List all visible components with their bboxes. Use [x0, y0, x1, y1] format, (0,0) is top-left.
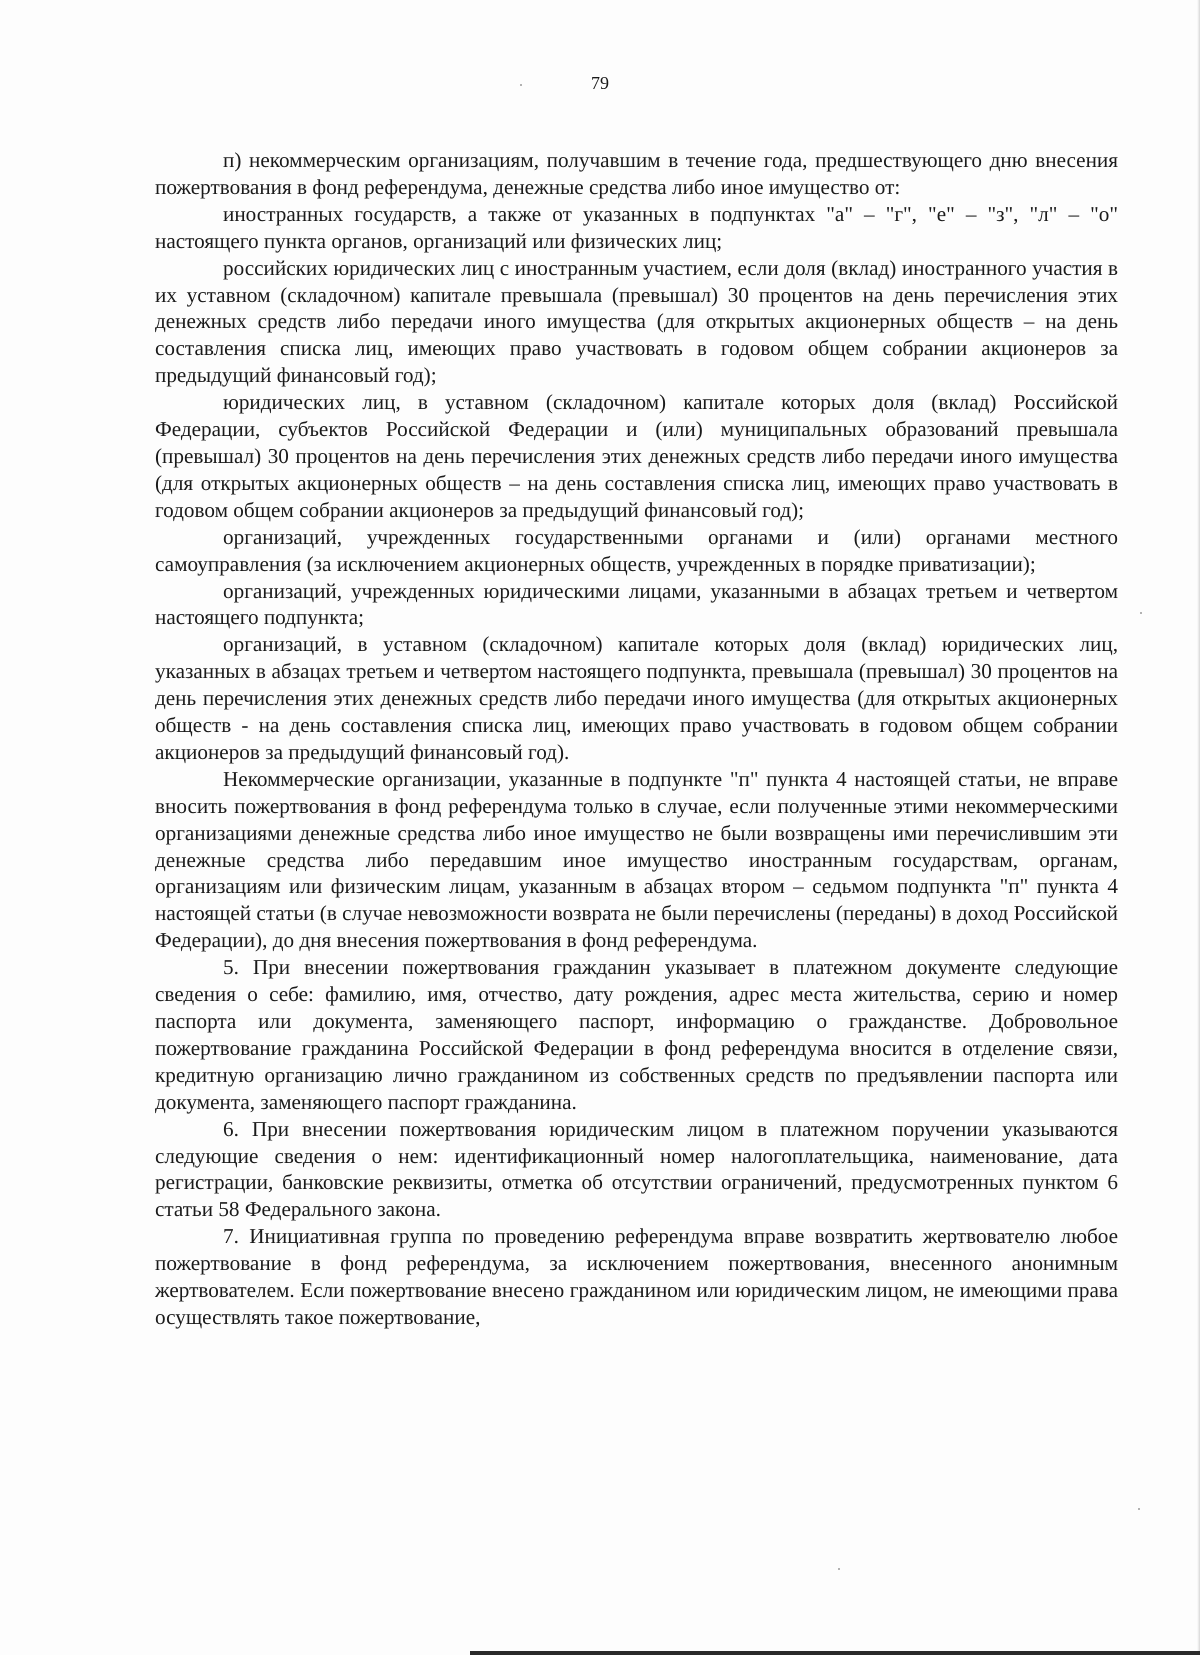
- paragraph-item-7: 7. Инициативная группа по проведению референдума вправе возвратить жертвователю любое пожертвование в фонд референдума, за исключением пожертвования, внесенного анонимным жертвователем. Если пожертвование внесено гражданином или юридическим лицом, не имеющими права осуществлять такое пожертвование,: [155, 1224, 1118, 1329]
- scan-speck: [1138, 1508, 1140, 1510]
- paragraph-russian-entities-foreign: российских юридических лиц с иностранным участием, если доля (вклад) иностранного участия в их уставном (складочном) капитале превышала (превышал) 30 процентов на день перечисления этих денежных средств либо передачи иного имущества (для открытых акционерных обществ – на день составления списка лиц, имеющих право участвовать в годовом общем собрании акционеров за предыдущий финансовый год);: [155, 255, 1118, 388]
- paragraph-foreign-states: иностранных государств, а также от указанных в подпунктах "а" – "г", "е" – "з", "л" – "о" настоящего пункта органов, организаций или физических лиц;: [155, 201, 1118, 253]
- paragraph-p-subitem: п) некоммерческим организациям, получавшим в течение года, предшествующего дню внесения пожертвования в фонд референдума, денежные средства либо иное имущество от:: [155, 148, 1118, 199]
- paragraph-state-founded-organizations: организаций, учрежденных государственными органами и (или) органами местного самоуправления (за исключением акционерных обществ, учрежденных в порядке приватизации);: [155, 524, 1118, 576]
- scan-edge-bottom: [470, 1651, 1200, 1655]
- scan-speck: [838, 1568, 840, 1570]
- paragraph-noncommercial-restriction: Некоммерческие организации, указанные в подпункте "п" пункта 4 настоящей статьи, не вправе вносить пожертвования в фонд референдума только в случае, если полученные этими некоммерческими организациями денежные средства либо иное имущество не были возвращены ими перечислившим эти денежные средства либо передавшим иное имущество иностранным государствам, органам, организациям или физическим лицам, указанным в абзацах втором – седьмом подпункта "п" пункта 4 настоящей статьи (в случае невозможности возврата не были перечислены (переданы) в доход Российской Федерации), до дня внесения пожертвования в фонд референдума.: [155, 766, 1118, 953]
- page-number: 79: [591, 73, 609, 93]
- paragraph-item-5: 5. При внесении пожертвования гражданин указывает в платежном документе следующие сведения о себе: фамилию, имя, отчество, дату рождения, адрес места жительства, серию и номер паспорта или документа, заменяющего паспорт, информацию о гражданстве. Добровольное пожертвование гражданина Российской Федерации в фонд референдума вносится в отделение связи, кредитную организацию лично гражданином из собственных средств по предъявлении паспорта или документа, заменяющего паспорт гражданина.: [155, 955, 1118, 1114]
- paragraph-capital-share-organizations: организаций, в уставном (складочном) капитале которых доля (вклад) юридических лиц, указанных в абзацах третьем и четвертом настоящего подпункта, превышала (превышал) 30 процентов на день перечисления этих денежных средств либо передачи иного имущества (для открытых акционерных обществ - на день составления списка лиц, имеющих право участвовать в годовом общем собрании акционеров за предыдущий финансовый год).: [155, 632, 1118, 764]
- paragraph-entity-founded-organizations: организаций, учрежденных юридическими лицами, указанными в абзацах третьем и четвертом настоящего подпункта;: [155, 578, 1118, 630]
- scan-speck: [520, 84, 522, 86]
- paragraph-legal-entities-state-share: юридических лиц, в уставном (складочном) капитале которых доля (вклад) Российской Федерации, субъектов Российской Федерации и (или) муниципальных образований превышала (превышал) 30 процентов на день перечисления этих денежных средств либо передачи иного имущества (для открытых акционерных обществ – на день составления списка лиц, имеющих право участвовать в годовом общем собрании акционеров за предыдущий финансовый год);: [155, 390, 1118, 522]
- document-body: [155, 147, 1118, 1331]
- paragraph-item-6: 6. При внесении пожертвования юридическим лицом в платежном поручении указываются следующие сведения о нем: идентификационный номер налогоплательщика, наименование, дата регистрации, банковские реквизиты, отметка об отсутствии ограничений, предусмотренных пунктом 6 статьи 58 Федерального закона.: [155, 1116, 1118, 1222]
- scan-speck: [1140, 612, 1142, 614]
